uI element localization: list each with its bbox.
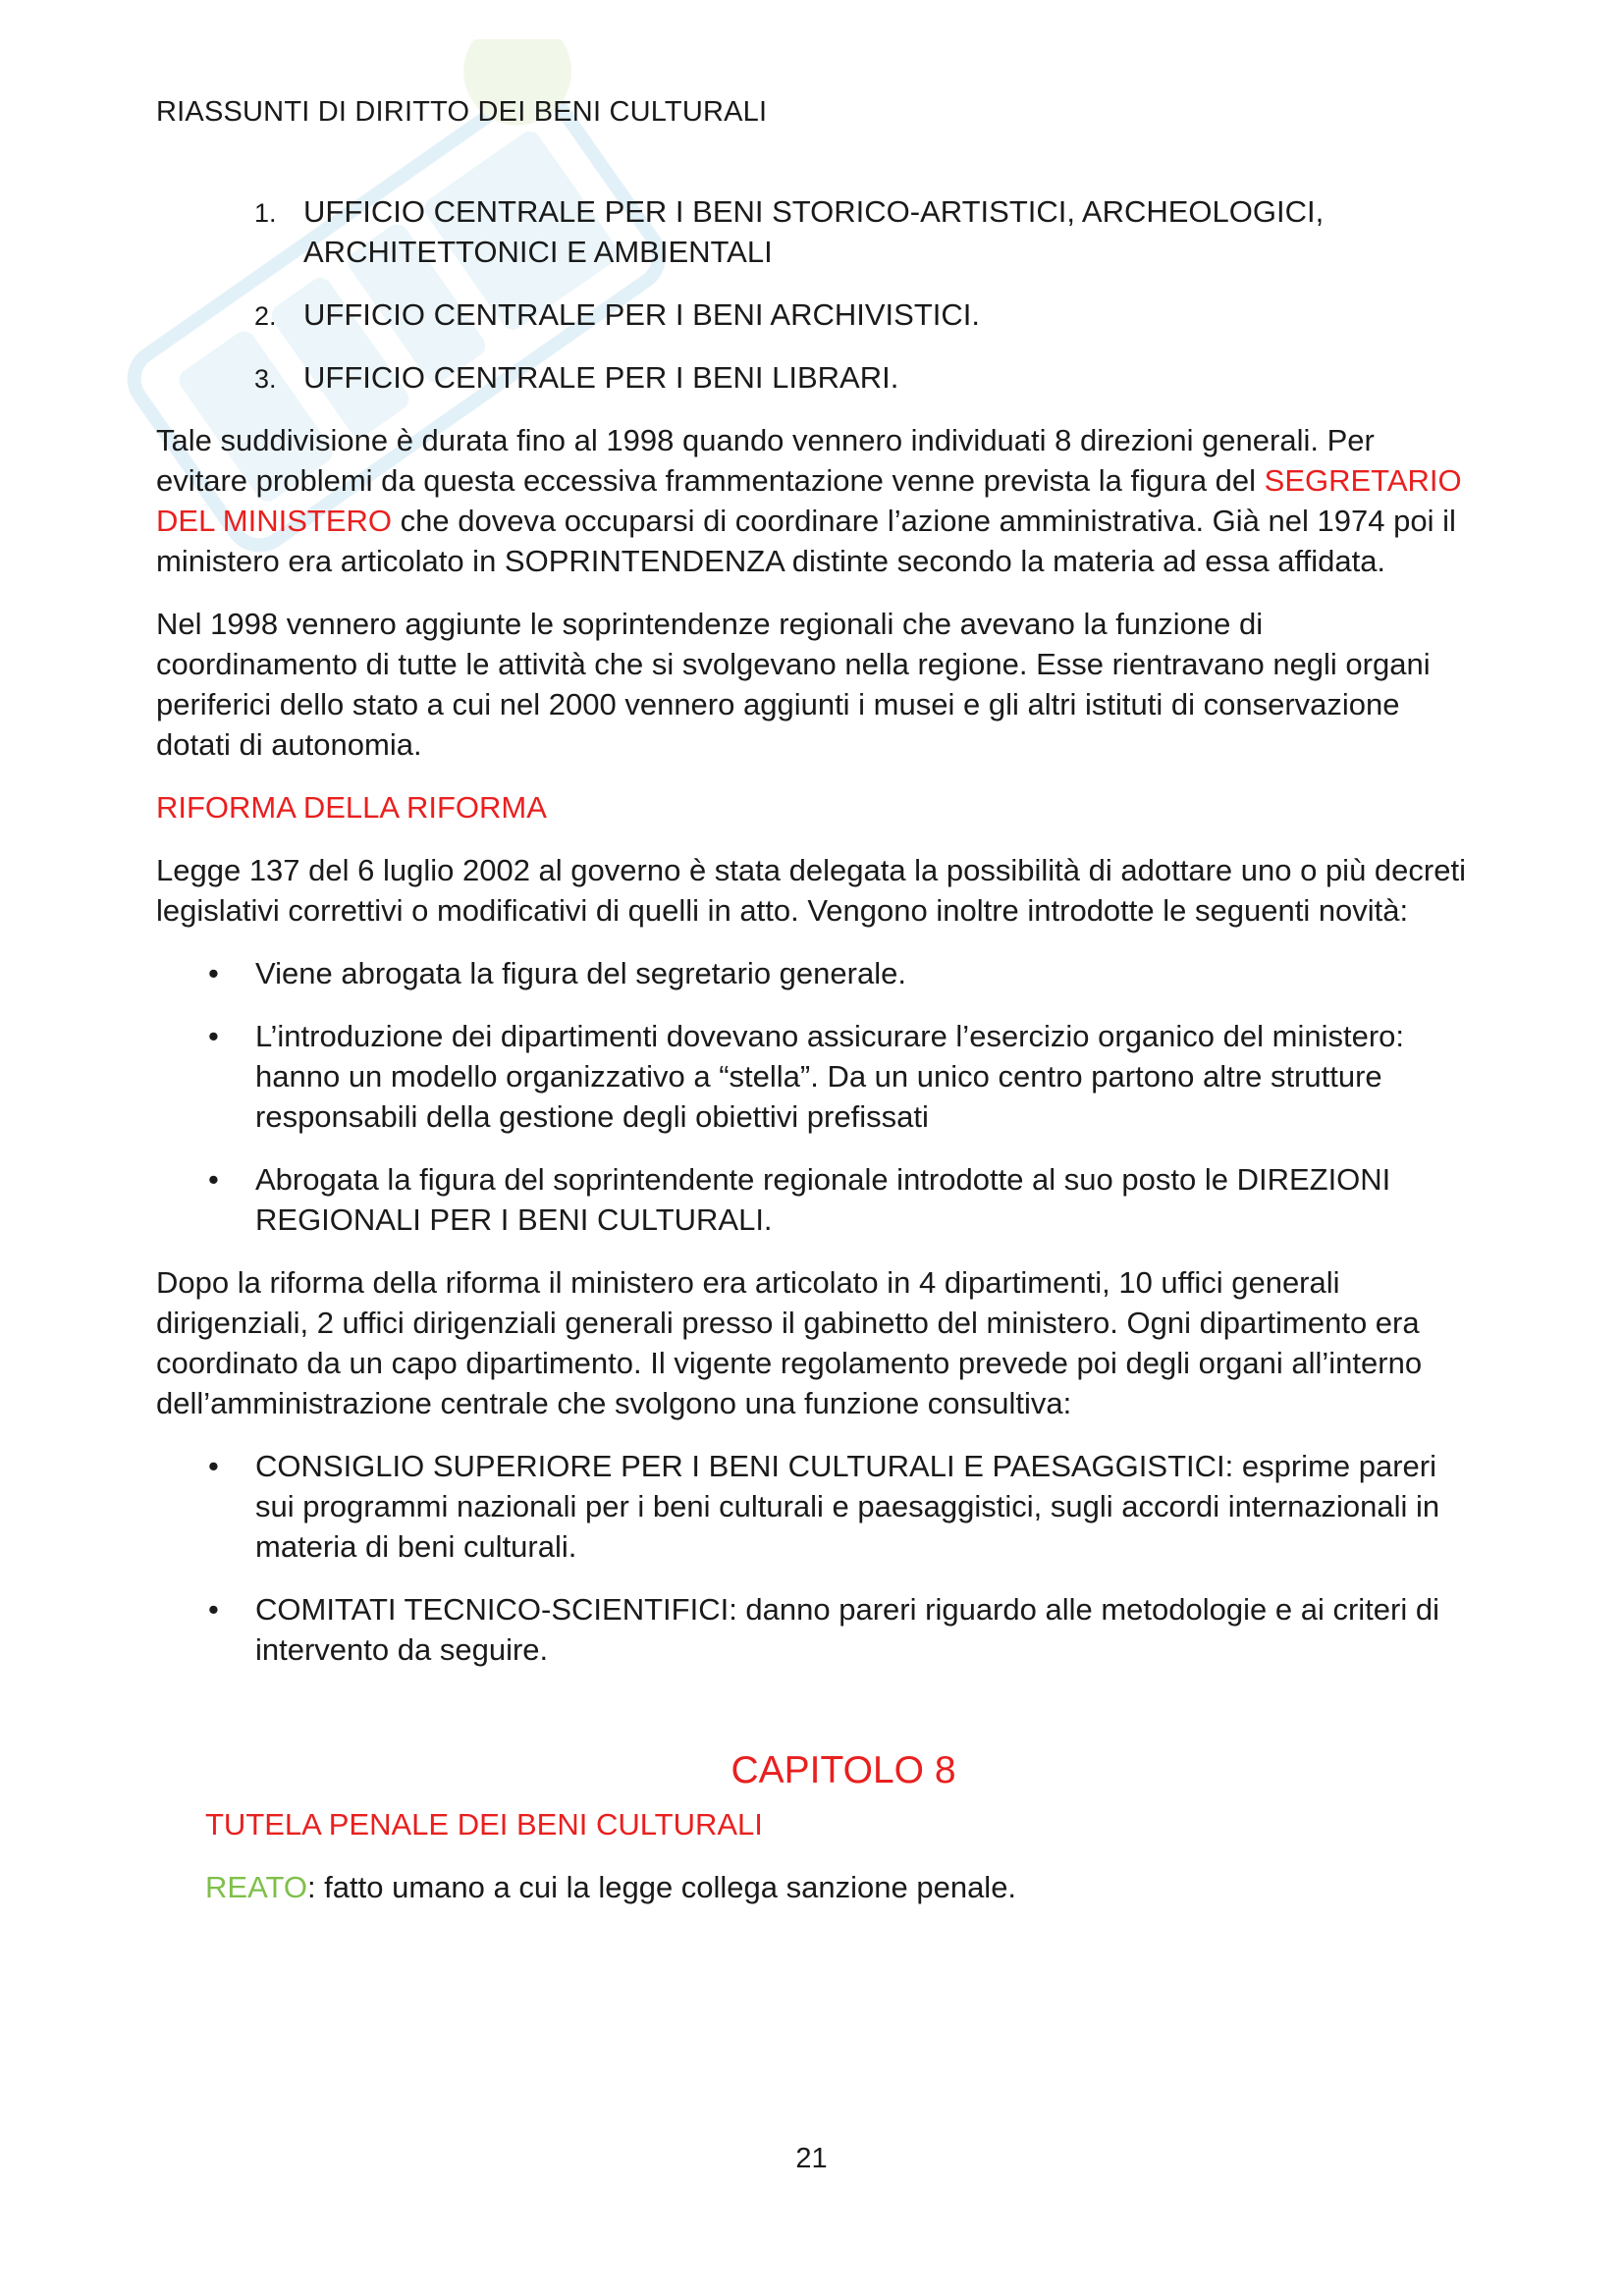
section-heading-riforma: RIFORMA DELLA RIFORMA [156,790,547,825]
paragraph-suddivisione [156,420,1472,581]
bullet-icon: • [208,956,219,990]
list-item-text: Viene abrogata la figura del segretario generale. [255,956,906,990]
list-item-text: CONSIGLIO SUPERIORE PER I BENI CULTURALI E PAESAGGISTICI: esprime pareri sui programmi nazionali per i beni culturali e paesaggistici, sugli accordi internazionali in materia di beni culturali. [255,1449,1440,1564]
list-item-text: L’introduzione dei dipartimenti dovevano assicurare l’esercizio organico del ministero: hanno un modello organizzativo a “stella”. Da un unico centro partono altre strutture responsabili della gestione degli obiettivi prefissati [255,1019,1405,1134]
document-header: RIASSUNTI DI DIRITTO DEI BENI CULTURALI [156,96,768,128]
list-item-text: Abrogata la figura del soprintendente regionale introdotte al suo posto le DIREZIONI REGIONALI PER I BENI CULTURALI. [255,1162,1391,1237]
chapter-title: CAPITOLO 8 [730,1749,956,1791]
list-item-text: UFFICIO CENTRALE PER I BENI LIBRARI. [303,360,899,395]
list-item [156,1446,1472,1567]
definition-term: REATO [205,1870,307,1904]
list-item [156,357,1472,398]
definition-reato [156,1867,1472,1907]
list-item [156,1016,1472,1137]
list-item [156,191,1472,272]
paragraph-dopo-riforma: Dopo la riforma della riforma il ministero era articolato in 4 dipartimenti, 10 uffici generali dirigenziali, 2 uffici dirigenziali generali presso il gabinetto del ministero. Ogni dipartimento era coordinato da un capo dipartimento. Il vigente regolamento prevede poi degli organi all’interno dell’amministrazione centrale che svolgono una funzione consultiva: [156,1265,1423,1420]
bullet-icon: • [208,1162,219,1197]
paragraph-text: Tale suddivisione è durata fino al 1998 quando vennero individuati 8 direzioni generali. Per evitare problemi da questa eccessiva frammentazione venne prevista la figura del [156,423,1375,498]
list-item [156,953,1472,993]
list-item [156,294,1472,335]
document-body [156,191,1472,1930]
bullet-icon: • [208,1019,219,1053]
list-number: 2. [254,301,277,331]
highlight-segretario: SEGRETARIO DEL MINISTERO [156,463,1462,538]
paragraph-legge-137: Legge 137 del 6 luglio 2002 al governo è stata delegata la possibilità di adottare uno o più decreti legislativi correttivi o modificativi di quelli in atto. Vengono inoltre introdotte le seguenti novità: [156,853,1466,928]
list-number: 3. [254,364,277,394]
list-item-text: UFFICIO CENTRALE PER I BENI STORICO-ARTISTICI, ARCHEOLOGICI, ARCHITETTONICI E AMBIENTALI [303,194,1325,269]
list-item [156,1589,1472,1670]
list-item-text: UFFICIO CENTRALE PER I BENI ARCHIVISTICI. [303,297,980,332]
chapter-subheading: TUTELA PENALE DEI BENI CULTURALI [205,1807,763,1842]
novita-list [156,953,1472,1240]
paragraph-text: che doveva occuparsi di coordinare l’azione amministrativa. Già nel 1974 poi il ministero era articolato in SOPRINTENDENZA distinte secondo la materia ad essa affidata. [156,504,1456,578]
list-item [156,1159,1472,1240]
organi-consultivi-list [156,1446,1472,1670]
list-number: 1. [254,198,277,228]
paragraph-soprintendenze: Nel 1998 vennero aggiunte le soprintendenze regionali che avevano la funzione di coordinamento di tutte le attività che si svolgevano nella regione. Esse rientravano negli organi periferici dello stato a cui nel 2000 vennero aggiunti i musei e gli altri istituti di conservazione dotati di autonomia. [156,607,1431,762]
page-number: 21 [795,2143,828,2174]
definition-text: : fatto umano a cui la legge collega sanzione penale. [306,1870,1017,1904]
offices-list [156,191,1472,398]
bullet-icon: • [208,1449,219,1483]
bullet-icon: • [208,1592,219,1627]
list-item-text: COMITATI TECNICO-SCIENTIFICI: danno pareri riguardo alle metodologie e ai criteri di intervento da seguire. [255,1592,1439,1667]
